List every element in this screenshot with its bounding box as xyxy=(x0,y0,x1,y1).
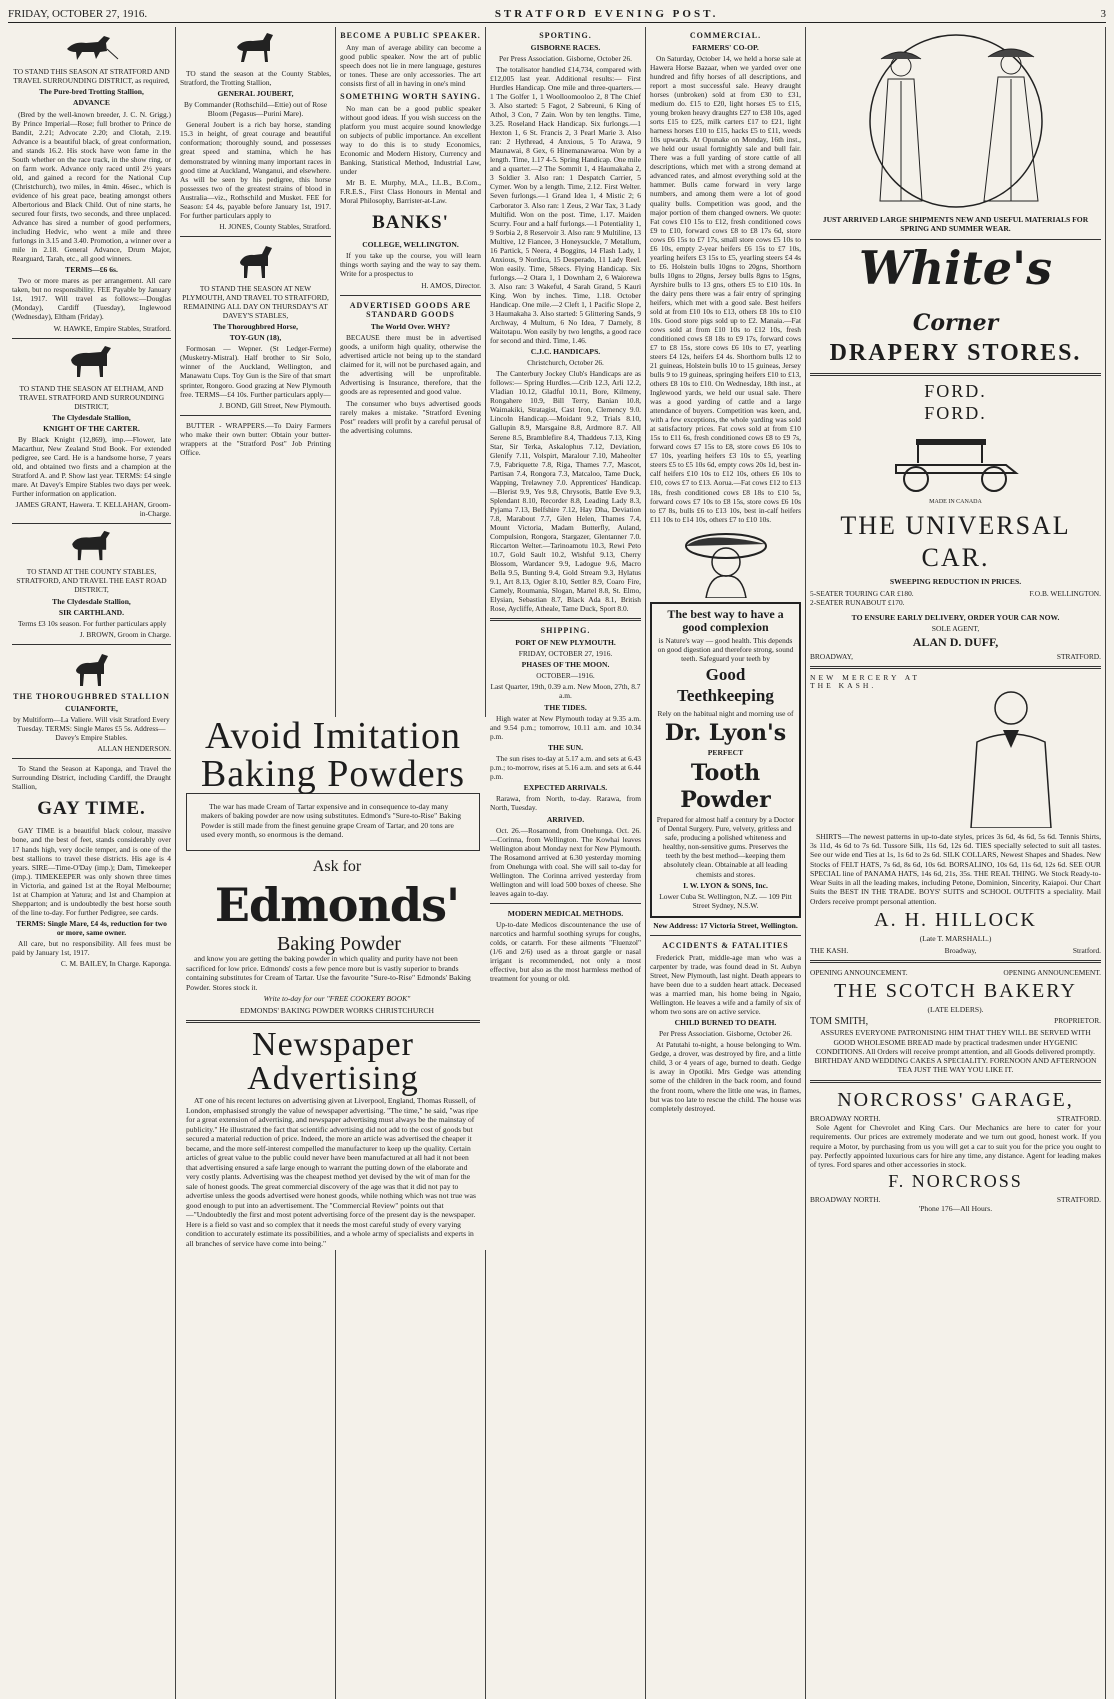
cjc-heading: C.J.C. HANDICAPS. xyxy=(530,347,601,356)
ad-carthland-head: TO STAND AT THE COUNTY STABLES, STRATFORD, AND TRAVEL THE EAST ROAD DISTRICT, xyxy=(16,567,167,595)
masthead xyxy=(8,6,1106,23)
fob-note: F.O.B. WELLINGTON. xyxy=(1029,588,1101,598)
ad-joubert-name: GENERAL JOUBERT, xyxy=(217,89,294,99)
expected-arrivals-body: Rarawa, from North, to-day. Rarawa, from North, Tuesday. xyxy=(490,794,641,813)
banks-signature: H. AMOS, Director. xyxy=(421,280,481,290)
fashion-illustration xyxy=(826,31,1086,211)
tooth-ad-new-address: New Address: 17 Victoria Street, Wellington. xyxy=(653,920,798,930)
ad-advance-terms: TERMS—£6 6s. xyxy=(65,265,118,275)
ad-knight-body: By Black Knight (12,869), imp.—Flower, late Macarthur, New Zealand Stud Book. For extended pedigree, see Card. He is a handsome horse, 7 years old, and obtained two firsts and a champion at the Stratford A. and P. Show last year. TERMS: £4 single mare. At Davey's Empire Stables two days per week. Further information on application. xyxy=(12,435,171,499)
farmers-coop-body: On Saturday, October 14, we held a horse sale at Hawera Horse Bazaar, when we yarded over one hundred and fifty horses of all descriptions, and report a most successful sale. Heavy draught horses (unbroken) sold at from £30 to £31, medium do. £15 to £20, light horses £5 to £15, young broken heavy draughts £27 to £38 10s, aged sorts £15 to £25, milk carters £17 to £21, light harness horses £10 to £15, hacks £5 to £11, weeds 10s upwards. At Opunake on Monday, 16th inst., we held our usual fortnightly sale and bull fair. There was a full yarding of store cattle of all descriptions, which met with a strong demand at advanced rates, and almost everything sold at the hammer. Bulls came forward in very large numbers, and among them were a lot of good quality bulls. Competition was good, and the major portion of them changed owners. We quote: Fat cows £10 15s to £12, fresh conditioned cows £9 to £10, forward cows £8 to £8 17s 6d, store cows £6 15s to £7 17s, small store cows £5 10s to £6 10s, empty 2-year heifers £6 15s to £7 10s, yearling heifers £3 15s to £5, yearling steers £4 4s to £6. Holstein bulls 10gns to 20gns, Shorthorn bulls 10gns to 20gns, Jersey bulls 8gns to 15gns, Ayrshire bulls to 13 gns, others £5 to £10 10s. In the dairy pens there was a fair entry of springing heifers, which met with a good sale. Best heifers sold at from £10 10s to £13, others £8 10s to £10 10s. Good store pigs sold up to £2. Manaia.—Fat cows sold at from £10 10s to £12 10s, fresh conditioned cows £8 18s to £9 17s, forward cows £7 to £8 15s, store cows £6 10s to £7, yearling steers £4 12s, heifers £4 4s. Shorthorn bulls 12 to 21 guineas, Holstein bulls 10 to 15 guineas, Jersey bulls 9 to 19 guineas, springing heifers £10 to £13, others £8 10s to £10. On Wednesday, 18th inst., at Inglewood yards, we held our usual sale. There was a good yarding of cattle and a large attendance of buyers. Competition was keen, and, with a few exceptions, the whole yarding was sold at satisfactory prices. Fat cows sold at from £10 15s to £11 6s, fresh conditioned cows £8 to £9 7s, forward cows £7 15s to £8, store cows £6 10s to £7 10s, yearling heifers £3 10s to £5, yearling steers £5 to £5 10s 6d, empty cows 20s 1d, best in-calf heifers £10 10s to £12 10s, others £6 10s to £10, cows £7 to £13. Aorua.—Fat cows £12 to £13 18s, fresh conditioned cows £8 18s to £10 5s, forward cows £7 10s to £8 15s, store cows £6 10s to £7 8s, bulls £6 to £13 10s, best in-calf heifers £11 10s to £14 10s, others £7 to £10 10s. xyxy=(650,54,801,524)
proprietor-label: PROPRIETOR. xyxy=(1054,1016,1101,1026)
sun-body: The sun rises to-day at 5.17 a.m. and sets at 6.43 p.m.; to-morrow, rises at 5.16 a.m. and sets at 6.44 p.m. xyxy=(490,754,641,782)
shipping-heading: SHIPPING. xyxy=(540,626,591,636)
accidents-body: Frederick Pratt, middle-age man who was a carpenter by trade, was found dead in St. Aubyn Street, New Plymouth, last night. Death appears to have been due to a sudden heart attack. Deceased was a married man, his home being in Ngaio, Wellington. He leaves a wife and a family of six of whom two sons are on active service. xyxy=(650,952,801,1017)
runabout-price: 2-SEATER RUNABOUT £170. xyxy=(810,597,905,607)
bakery-body: ASSURES EVERYONE PATRONISING HIM THAT THEY WILL BE SERVED WITH GOOD WHOLESOME BREAD made by practical tradesmen under HYGENIC CONDITIONS. All Orders will receive prompt attention, and all Goods delivered promptly. BIRTHDAY AND WEDDING CAKES A SPECIALITY. FORENOON AND AFTERNOON TEA JUST THE WAY YOU LIKE IT. xyxy=(814,1028,1097,1075)
ad-advance-sub: The Pure-bred Trotting Stallion, xyxy=(39,87,144,97)
norcross-stratford: STRATFORD. xyxy=(1056,1114,1101,1124)
expected-arrivals-heading: EXPECTED ARRIVALS. xyxy=(523,783,608,793)
ad-advance-body: (Bred by the well-known breeder, J. C. N. Grigg.) By Prince Imperial—Rose; full brother to Prince de Bandit, 2.21; Advocate 2.20; and Clotah, 2.19. Advance is a beautiful black, of great conformation, and stands 16.2. His stock have won fame in the South whether on the race track, in the show ring, or on farm work. Advance only raced until 2½ years old, and gained a record for the National Cup (Christchurch), two miles, in 4min. 46sec., which is evidence of his great pace, beating amongst others Albertorious and Black Child. Out of nine starts, he secured four firsts, two seconds, and three unplaced. Advance has sired a number of good performers, including Hedvic, who went a mile and three furlongs in 3.15 and 3.40. Promotion, a winner over a mile in 2.18. General Advance, Drum Major, Rearguard, Tarah, etc., all good winners. xyxy=(12,109,171,264)
medical-body: Up-to-date Medicos discountenance the use of narcotics and harmful soothing syrups for coughs, colds, or catarrh. For these ailments "Fluenzol" (1/6 and 2/6) used as a throat gargle or nasal irrigant is recommended, not only a most effective, but also as the most harmless method of treatment for young or old. xyxy=(490,920,641,984)
column-5 xyxy=(646,27,806,1699)
speaker-body-3: Mr B. E. Murphy, M.A., LL.B., B.Com., F.R.E.S., First Class Honours in Mental and Moral Philosophy, Barrister-at-Law. xyxy=(340,177,481,205)
ford-title-1: FORD. xyxy=(924,380,987,401)
norcross-address xyxy=(810,1114,1101,1123)
tooth-ad-small: Prepared for almost half a century by a Doctor of Dental Surgery. Pure, velvety, gritless and safe, producing a polished whiteness and healthy, non-sensitive gums. Preserves the teeth by the best method—keeping them absolutely clean. Obtainable at all leading chemists and stores. xyxy=(656,815,795,879)
child-burned-heading: CHILD BURNED TO DEATH. xyxy=(674,1018,777,1028)
woman-portrait-icon xyxy=(666,528,786,598)
proprietor-name: TOM SMITH, xyxy=(810,1016,869,1028)
fashion-caption: JUST ARRIVED LARGE SHIPMENTS NEW AND USEFUL MATERIALS FOR SPRING AND SUMMER WEAR. xyxy=(822,215,1089,234)
trotting-horse-icon xyxy=(62,31,122,63)
ad-cuianforte-signature: ALLAN HENDERSON. xyxy=(97,744,171,754)
sole-agent-label: SOLE AGENT, xyxy=(931,623,980,633)
advertised-goods-body: BECAUSE there must be in advertised goods, a uniform high quality, otherwise the advertised article not being up to the standard claimed for it, will not be purchased again, and the advertising will be unprofitable. Advertising is Insurance, therefore, that the goods are as represented and good value. xyxy=(340,333,481,397)
norcross-title: NORCROSS' GARAGE, xyxy=(837,1088,1074,1111)
speaker-body-2: No man can be a good public speaker without good ideas. If you wish success on the platform you must acquire sound knowledge on subjects of public importance. An excellent way to do this is to study Economics, Economic and Modern History, Currency and Banking, Statistical Method, Industrial Law, under xyxy=(340,103,481,176)
edmonds-body: and know you are getting the baking powder in which quality and purity have not been sacrificed for low price. Edmonds' costs a few pence more but is vastly superior to brands containing substitutes for Cream of Tartar. Use the favourite "Sure-to-Rise" Edmonds' Baking Powder. Stores stock it. xyxy=(186,954,471,992)
opening-1: OPENING ANNOUNCEMENT. xyxy=(810,967,908,977)
ad-joubert-sub: By Commander (Rothschild—Ettie) out of Rose Bloom (Pegasus—Purini Mare). xyxy=(183,100,328,119)
column-4 xyxy=(486,27,646,1699)
hillock-sub: (Late T. MARSHALL.) xyxy=(919,934,992,944)
ad-knight-name: KNIGHT OF THE CARTER. xyxy=(43,423,140,433)
scotch-bakery-title: THE SCOTCH BAKERY xyxy=(834,979,1077,1002)
ad-carthland-sub: The Clydesdale Stallion, xyxy=(52,596,131,606)
column-1 xyxy=(8,27,176,1699)
edmonds-brand xyxy=(186,877,480,955)
agent-stratford: STRATFORD. xyxy=(1056,651,1101,661)
tides-heading: THE TIDES. xyxy=(544,702,587,712)
tooth-ad-brand: Dr. Lyon's xyxy=(664,719,787,746)
moon-heading: PHASES OF THE MOON. xyxy=(521,660,610,670)
fnorcross-title: F. NORCROSS xyxy=(888,1171,1023,1192)
accidents-heading: ACCIDENTS & FATALITIES xyxy=(662,941,789,951)
ad-cuianforte-name: CUIANFORTE, xyxy=(65,703,118,713)
sweeping-reduction: SWEEPING REDUCTION IN PRICES. xyxy=(889,577,1022,587)
page-number: 3 xyxy=(1100,8,1106,20)
baking-box-body: The war has made Cream of Tartar expensive and in consequence to-day many makers of baking powder are now using substitutes. Edmond's "Sure-to-Rise" Baking Powder is still made from the finest genuine grape Cream of Tartar, and 20 tons are used every month, so enormous is the demand. xyxy=(201,802,462,840)
edmonds-works: EDMONDS' BAKING POWDER WORKS CHRISTCHURCH xyxy=(239,1005,435,1015)
fnorcross-address xyxy=(810,1195,1101,1204)
mercery-title: NEW MERCERY AT THE KASH. xyxy=(810,672,920,691)
tides-body: High water at New Plymouth today at 9.35 a.m. and 9.54 p.m.; tomorrow, 10.11 a.m. and 10.34 p.m. xyxy=(490,713,641,741)
price-row-touring xyxy=(810,589,1101,598)
agent-broadway: BROADWAY, xyxy=(810,651,853,661)
tooth-ad-company: I. W. LYON & SONS, Inc. xyxy=(683,880,768,890)
baking-powder-label: Baking Powder xyxy=(277,933,401,956)
early-delivery: TO ENSURE EARLY DELIVERY, ORDER YOUR CAR NOW. xyxy=(851,612,1060,622)
agent-address xyxy=(810,652,1101,661)
baking-powder-box xyxy=(186,793,480,851)
sole-agent-name: ALAN D. DUFF, xyxy=(912,635,999,650)
universal-car-title: THE UNIVERSAL CAR. xyxy=(840,510,1071,572)
ad-toygun-head: TO STAND THE SEASON AT NEW PLYMOUTH, AND TRAVEL TO STRATFORD, REMAINING ALL DAY ON THURSDAY'S AT DAVEY'S STABLES, xyxy=(182,283,329,320)
ad-gaytime-terms-body: All care, but no responsibility. All fees must be paid by January 1st, 1917. xyxy=(12,939,171,958)
tooth-ad-good: Good Teethkeeping xyxy=(677,665,774,705)
shipping-date: FRIDAY, OCTOBER 27, 1916. xyxy=(518,649,613,659)
advertised-goods-head: ADVERTISED GOODS ARE STANDARD GOODS xyxy=(349,300,472,320)
fnorcross-broadway: BROADWAY NORTH. xyxy=(810,1195,881,1205)
ad-gaytime-name: GAY TIME. xyxy=(37,798,146,820)
gisborne-races-heading: GISBORNE RACES. xyxy=(530,42,601,52)
advertised-goods-sub: The World Over. WHY? xyxy=(370,322,451,332)
man-in-shirt-illustration xyxy=(951,678,1071,828)
ad-knight-sub: The Clydesdale Stallion, xyxy=(52,412,131,422)
edmonds-name: Edmonds' xyxy=(214,877,460,932)
gisborne-results: The totalisator handled £14,734, compared with £12,005 last year. Additional results:— First Hurdles Handicap. One mile and three-quarters.—1 The Golfer 1, 1 Woolloomooloo 2, 8 The Chief 3. Also started: 5 Fagot, 2 Sabreuni, 6 King of Athol, 3 Con, 7 Zain. Won by ten lengths. Time, 3.25. Roseland Hack Handicap. Six furlongs.—1 Hexton 1, 6 St. Francis 2, 3 Pearl Marie 3. Also ran: 2 Hythread, 4 Anxious, 5 To Arawa, 9 Maunawai, 8 Gex, 6 Hinemanawaroa. Won by a length. Time, 1.17 4-5. Spring Handicap. One mile and a quarter.—2 The Sommit 1, 4 Haumakaha 2, 3 Soldier 3. Also ran: 1 Despatch Carrier, 5 Cymer. Won by a length. Time, 2.12. First Welter. Seven furlongs.—1 Grand Idea 1, 4 Mistic 2; 6 Carborator 3. Also ran: 1 Zeus, 2 War Tax, 3 Lady Multifid. Won on the post. Time, 1.17. Maiden Scurry. Four and a half furlongs.—1 Potentiality 1, 9 Sorbia 2, 8 Reservoir 3. Also ran: 9 Multiline, 13 Multive, 12 Fiancee, 3 Honeysuckle, 7 Metallum, 16 Partick, 5 Neera, 4 Boggins, 14 Flash Lady, 1 Anxious, 9 Nordica, 15 Desperado, 11 Lady Reel. Won easily. Time, 58secs. Flying Handicap. Six furlongs.—2 Otara 1, 1 Downham 2, 6 Waiorewa 3. Also ran: 3 Wakeful, 4 Sarah Grand, 5 Kauri King. Won by inches. Time, 1.18. October Handicap. One mile.—2 Cleft 1, 1 Pacific Slope 2, 3 Haumakaha 3. Also started: 5 Glittering Sands, 9 Archway, 4 Multum, 6 No Idea, 7 Darnely, 8 Waitotapu. Won easily by two lengths, a good race for second and third. Time, 1.46. xyxy=(490,65,641,345)
garage-body: Sole Agent for Chevrolet and King Cars. Our Mechanics are here to cater for your requirements. Our prices are extremely moderate and we turn out good, honest work. If you require a Motor, by purchasing from us you will get a car to suit you for the price you ought to pay. Perfectly appointed luxurious cars for hire any time, any distance. Agent for leading makes of tyres. Ford spares and other accessories in stock. xyxy=(810,1123,1101,1170)
newspaper-advertising-title: Newspaper Advertising xyxy=(247,1026,419,1098)
banks-title: BANKS' xyxy=(372,212,449,233)
ad-carthland-name: SIR CARTHLAND. xyxy=(58,607,125,617)
ad-gaytime-terms: TERMS: Single Mare, £4 4s, reduction for two or more, same owner. xyxy=(16,918,167,938)
ad-advance-name: ADVANCE xyxy=(73,98,110,108)
cjc-assoc: Christchurch, October 26. xyxy=(527,358,604,368)
ad-toygun-sub: The Thoroughbred Horse, xyxy=(212,321,299,331)
baking-powder-ad xyxy=(180,717,486,1250)
hillock-address xyxy=(810,946,1101,955)
ad-butter-wrappers: BUTTER - WRAPPERS.—To Dairy Farmers who make their own butter: Obtain your butter-wrappers at the "Stratford Post" Job Printing Office. xyxy=(180,420,331,457)
phone-number: 'Phone 176—All Hours. xyxy=(918,1204,993,1214)
mercery-body: SHIRTS—The newest patterns in up-to-date styles, prices 3s 6d, 4s 6d, 5s 6d. Tennis Shirts, 3s 11d, 4s 6d to 7s 6d. Tussore Silk, 11s 6d, 12s 6d. TIES specially selected to suit all tastes. See our wide end Ties at 1s, 1s 6d to 2s 6d. SILK COLLARS, Newest Shapes and Shades. New Stocks of FELT HATS, 7s 6d, 8s 6d, 10s 6d. BORSALINO, 10s 6d, 11s 6d, 12s 6d. SEE OUR SPECIAL line of PANAMA HATS, 14s 6d, 21s, 35s. THE REAL THING. We Stock Ready-to-Wear Suits in all the leading makes, including Petone, Dominion, Sincerity, Kaiapoi. Our Chart Suits the BEST IN THE TRADE. BOYS' SUITS and SCHOOL OUTFITS a speciality. Mail Orders receive prompt personal attention. xyxy=(810,831,1101,906)
commercial-heading: COMMERCIAL. xyxy=(689,31,762,40)
thoroughbred-horse-icon xyxy=(233,242,279,280)
ad-gaytime-head: To Stand the Season at Kaponga, and Travel the Surrounding District, including Cardiff, the Draught Stallion, xyxy=(12,764,171,792)
banks-body: If you take up the course, you will learn things worth saying and the way to say them. Write for a prospectus to xyxy=(340,251,481,279)
thoroughbred-horse-icon xyxy=(70,650,114,688)
speaker-body: Any man of average ability can become a good public speaker. Now the art of public speech does not lie in mere language, gestures or tones. These are only accessories. The art consists first of all in having in one's mind xyxy=(340,42,481,88)
ad-advance-terms-body: Two or more mares as per arrangement. All care taken, but no responsibility. FEE Payable by January 1st, 1917. Will travel as follows:—Douglas (Monday), Cardiff (Tuesday), Inglewood (Wednesday), Eltham (Friday). xyxy=(12,276,171,322)
touring-price: 5-SEATER TOURING CAR £180. xyxy=(810,588,914,598)
ford-car-illustration xyxy=(876,429,1036,495)
whites-logo xyxy=(810,240,1101,337)
ask-for: Ask for xyxy=(312,857,362,875)
norcross-broadway: BROADWAY NORTH. xyxy=(810,1114,881,1124)
ad-carthland-body: Terms £3 10s season. For further particulars apply xyxy=(18,619,167,628)
arrived-heading: ARRIVED. xyxy=(546,814,585,824)
child-burned-assoc: Per Press Association. Gisborne, October 26. xyxy=(658,1029,792,1039)
child-burned-body: At Patutahi to-night, a house belonging to Wm. Gedge, a drover, was destroyed by fire, and a little child, 3 or 4 years of age, burned to death. Gedge is away in Opotiki. Mrs Gedge was attending some of the children in the back room, and found the front room, where the little one was, in flames, but was too late to rescue the child. The house was completely destroyed. xyxy=(650,1040,801,1113)
speaker-subheading: SOMETHING WORTH SAYING. xyxy=(340,91,481,101)
ford-title-2: FORD. xyxy=(924,402,987,423)
ad-cuianforte-head: THE THOROUGHBRED STALLION xyxy=(13,692,170,702)
moon-body: Last Quarter, 19th, 0.39 a.m. New Moon, 27th, 8.7 a.m. xyxy=(490,682,641,701)
advertised-goods-body-2: The consumer who buys advertised goods rarely makes a mistake. "Stratford Evening Post" readers will profit by a careful perusal of the advertising columns. xyxy=(340,398,481,435)
speaker-heading: BECOME A PUBLIC SPEAKER. xyxy=(340,31,481,40)
tooth-ad-rely: Rely on the habitual night and morning use of xyxy=(657,708,794,718)
ad-joubert-head: TO stand the season at the County Stables, Stratford, the Trotting Stallion, xyxy=(180,69,331,88)
arrived-body: Oct. 26.—Rosamond, from Onehunga. Oct. 26.—Corinna, from Wellington. The Kowhai leaves Wellington about Monday next for New Plymouth. The Rosamond arrived at 6.30 yesterday morning from Onehunga with coal. She will sail to-day for Wellington. The Corinna arrived yesterday from Wellington and will load 500 boxes of cheese. She leaves again to-day. xyxy=(490,825,641,898)
columns xyxy=(8,27,1106,1699)
tooth-ad-name: Tooth Powder xyxy=(680,759,771,813)
avoid-imitation-title: Avoid Imitation Baking Powders xyxy=(200,715,466,795)
ad-gaytime-body: GAY TIME is a beautiful black colour, massive bone, and the best of feet, stands considerably over 17 hands high, very docile temper, and is one of the best stallions to travel these districts. His age is 4 years. SIRE—Time-O'Day (imp.); Dam, Timekeeper (imp.). TIMEKEEPER was only shown three times in Victoria, and gained 1st at the Royal Melbourne; 1st at Champion at Yatura; and 1st and Champion at Shepparton; and is undoubtedly the best horse south of the line to-day. For further Pedigree, see cards. xyxy=(12,826,171,917)
cjc-body: The Canterbury Jockey Club's Handicaps are as follows:— Spring Hurdles.—Crib 12.3, Arli 12.2, Vladian 10.12, Gladful 10.11, Bore, Kilmeny, Rongahere 10.9, Bill Terry, Banian 10.8, Waimakiki, Stratagist, Cast Iron, Clemency 9.0. Lincoln Handicap.—Moidant 9.2, Trials 8.10, Gallupin 8.9, Marsgaine 8.8, Ardmore 8.7. All Serene 8.5, Bramblefire 8.4, Thaddeus 7.13, King Star, Sir Terka, Askalophus 7.12, Deviation, Glenify 7.11, Volspirt, Maralour 7.10, Maheolter 7.9, Fabriquette 7.8, Riga, Thames 7.7, Mascot, Partisan 7.4, Rongora 7.3, Matcaloo, Tame Duck, Wapping, Trelawney 7.0. Apprentices' Handicap.—Blerist 9.9, Yes 9.8, Chrysotis, Battle Eve 9.3, Splendant 8.10, Recorder 8.8, Leading Lady 8.3, Pyjama 7.13, Belfshire 7.12, Hay Dha, Deviation 7.8, Marabout 7.7, Glen Helen, Thames 7.4, Mount Victoria, Madam Butterfly, Auland, Compulsion, Rongora, Stargazer, Glentanner 7.0. Riccarton Welter.—Tarinoamotu 10.3, Rewi Peto 10.7, Gold Sault 10.2, Wishful 9.13, Cherry Blossom, Wardancer 9.9, Ladogue 9.6, Macro Bella 9.5, Bunting 9.4, Gold Stream 9.3, Hylatus 9.1, Art 8.13, Ogier 8.10, Settler 8.9, Coaro Fire, Camely, Roumania, Slogan, Martel 8.8, St. Elmo, Elysian, Sebastian 8.7, Black Ada 8.1, British Rose, Aycliffe, Atheale, Tame Duck, Sport 8.0. xyxy=(490,369,641,614)
ad-knight-head: TO STAND THE SEASON AT ELTHAM, AND TRAVEL STRATFORD AND SURROUNDING DISTRICT, xyxy=(18,383,165,411)
draught-horse-icon xyxy=(67,529,117,563)
proprietor-row xyxy=(810,1016,1101,1028)
opening-2: OPENING ANNOUNCEMENT. xyxy=(1003,967,1101,977)
sporting-heading: SPORTING. xyxy=(539,31,592,40)
port-heading: PORT OF NEW PLYMOUTH. xyxy=(515,637,616,647)
tooth-ad-heading: The best way to have a good complexion xyxy=(667,606,784,634)
ad-toygun-body: Formosan — Wepner. (St Ledger-Ferme) (Musketry-Mistral). Half brother to Sir Solo, winner of the Auckland, Wellington, and Manawatu Cups. Toy Gun is the Sire of that smart sprinter, Rongoro. Good grazing at New Plymouth free. TERMS—£4 10s. Further particulars apply— xyxy=(180,344,331,399)
ad-gaytime-signature: C. M. BAILEY, In Charge. Kaponga. xyxy=(60,959,171,969)
tooth-ad-body: is Nature's way — good health. This depends on good digestion and therefore strong, sound teeth. Safeguard your teeth by xyxy=(657,636,794,664)
column-6 xyxy=(806,27,1106,1699)
hillock-broadway: Broadway, xyxy=(944,945,977,955)
cookery-book: Write to-day for our "FREE COOKERY BOOK" xyxy=(263,994,411,1004)
car-caption: MADE IN CANADA xyxy=(929,498,982,505)
tooth-ad-address: Lower Cuba St. Wellington, N.Z. — 109 Pitt Street Sydney, N.S.W. xyxy=(659,891,792,910)
trotting-horse-icon xyxy=(233,31,279,65)
medical-heading: MODERN MEDICAL METHODS. xyxy=(507,909,624,918)
ad-advance-signature: W. HAWKE, Empire Stables, Stratford. xyxy=(53,323,171,333)
whites-title: White's xyxy=(858,240,1053,295)
sun-heading: THE SUN. xyxy=(547,742,584,752)
ad-advance-head: TO STAND THIS SEASON AT STRATFORD AND TRAVEL SURROUNDING DISTRICT, as required, xyxy=(13,67,170,86)
ad-toygun-name: TOY-GUN (18), xyxy=(229,333,282,343)
tooth-powder-ad xyxy=(650,602,801,918)
draught-horse-icon xyxy=(67,344,117,380)
price-row-runabout xyxy=(810,598,1101,607)
gisborne-assoc: Per Press Association. Gisborne, October 26. xyxy=(498,54,632,63)
ad-joubert-signature: H. JONES, County Stables, Stratford. xyxy=(219,221,331,231)
issue-date: FRIDAY, OCTOBER 27, 1916. xyxy=(8,8,148,20)
hillock-title: A. H. HILLOCK xyxy=(874,908,1037,931)
ad-knight-signature: JAMES GRANT, Hawera. T. KELLAHAN, Groom-in-Charge. xyxy=(15,500,171,519)
tooth-ad-perfect: PERFECT xyxy=(707,748,744,758)
ad-carthland-signature: J. BROWN, Groom in Charge. xyxy=(79,630,171,640)
mercery-ad xyxy=(810,674,1101,832)
whites-corner: Corner xyxy=(912,309,999,336)
hillock-stratford: Stratford. xyxy=(1072,945,1101,955)
newspaper-advertising-body: AT one of his recent lectures on advertising given at Liverpool, England, Thomas Russell, of London, emphasised strongly the value of newspaper advertising. "The time," he said, "was ripe for a great extension of advertising, and newspaper advertising must always be the mainstay of publicity." He illustrated the fact that scientific advertising did not add to the cost of goods but secured a material reduction of price. Indeed, the more an article was advertised the cheaper it became, and the more self-interest compelled the manufacturer to keep up the quality. Certain articles of great value to the public could never have been manufactured at all had it not been that advertising ensured a safe large enough to warrant the putting down of the elaborate and very costly plants. Advertising was the cheapest method yet devised by the wit of man for the sale of honest goods. The great commercial discovery of the age was that it did not pay to advertise unless the goods advertised were honest goods, while nothing which was not true was good enough to put into an advertisement. The "Commercial Review" points out that—"Undoubtedly the first and most potent advertising force of the present day is the newspaper. Here is a field so vast and so complex that it needs the most careful study of every varying condition to accurately estimate its possibilities, and a whole army of specialists and experts in all branches of service have come into being." xyxy=(186,1096,479,1248)
moon-month: OCTOBER—1916. xyxy=(536,671,595,681)
fnorcross-stratford: STRATFORD. xyxy=(1056,1195,1101,1205)
paper-title: STRATFORD EVENING POST. xyxy=(494,8,719,20)
scotch-bakery-sub: (LATE ELDERS). xyxy=(927,1004,984,1014)
hillock-kash: THE KASH. xyxy=(810,945,849,955)
opening-row xyxy=(810,968,1101,977)
ad-cuianforte-body: by Multiform—La Valiere. Will visit Stratford Every Tuesday. TERMS: Single Mares £5 5s. Address—Davey's Empire Stables. xyxy=(13,715,170,743)
ad-toygun-signature: J. BOND, Gill Street, New Plymouth. xyxy=(219,400,331,410)
banks-sub: COLLEGE, WELLINGTON. xyxy=(362,240,459,250)
farmers-coop-heading: FARMERS' CO-OP. xyxy=(692,42,759,52)
ad-joubert-body: General Joubert is a rich bay horse, standing 15.3 in height, of great courage and beautiful conformation; thoroughly sound, and possesses great speed and stamina, which he has demonstrated by winning many important races in good time at Auckland, Wanganui, and elsewhere. As will be seen by his pedigree, this horse possesses two of the greatest strains of blood in Australia—viz., Rothschild and Musket. FEE for Season: £4 4s, payable before January 1st, 1917. For further particulars apply to xyxy=(180,120,331,220)
drapery-stores: DRAPERY STORES. xyxy=(829,339,1082,366)
